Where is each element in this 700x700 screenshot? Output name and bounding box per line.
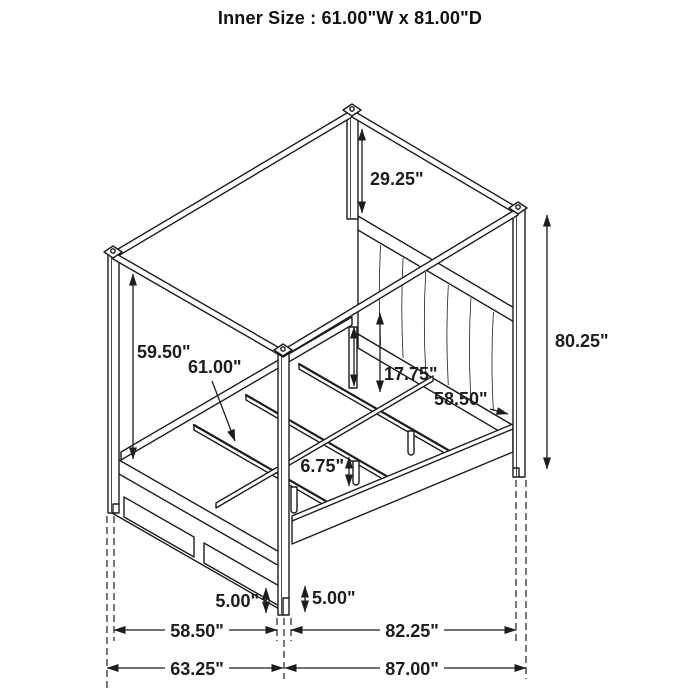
bed-post-back-lower: [349, 327, 357, 388]
dim-label-slat-leg-height: 6.75": [300, 456, 344, 476]
canopy-rail-left-back: [113, 110, 352, 259]
dim-label-left-side-height: 59.50": [137, 342, 191, 362]
dim-label-canopy-to-headboard: 29.25": [370, 169, 424, 189]
dim-label-foot-height-left: 5.00": [215, 591, 259, 611]
bed-post-left: [108, 252, 119, 513]
canopy-rail-back-right: [352, 110, 518, 215]
slat-support-leg-1: [291, 487, 297, 513]
slat-support-leg-3: [408, 431, 414, 455]
dim-label-overall-width: 63.25": [170, 659, 224, 679]
dim-label-foot-height-right: 5.00": [312, 588, 356, 608]
diagram-title: Inner Size : 61.00"W x 81.00"D: [217, 8, 483, 28]
dim-label-overall-length: 87.00": [385, 659, 439, 679]
dim-label-headboard-panel-height: 17.75": [384, 364, 438, 384]
dim-label-footboard-width: 58.50": [170, 621, 224, 641]
bed-post-back-upper: [347, 110, 358, 219]
dim-label-side-rail-leader: 58.50": [434, 389, 488, 409]
bed-post-right: [513, 208, 525, 477]
dim-label-side-rail-length: 82.25": [385, 621, 439, 641]
dim-label-overall-height: 80.25": [555, 331, 609, 351]
slat-support-leg-2: [353, 461, 359, 485]
dim-label-slat-width: 61.00": [188, 357, 242, 377]
bed-post-front: [278, 350, 289, 615]
